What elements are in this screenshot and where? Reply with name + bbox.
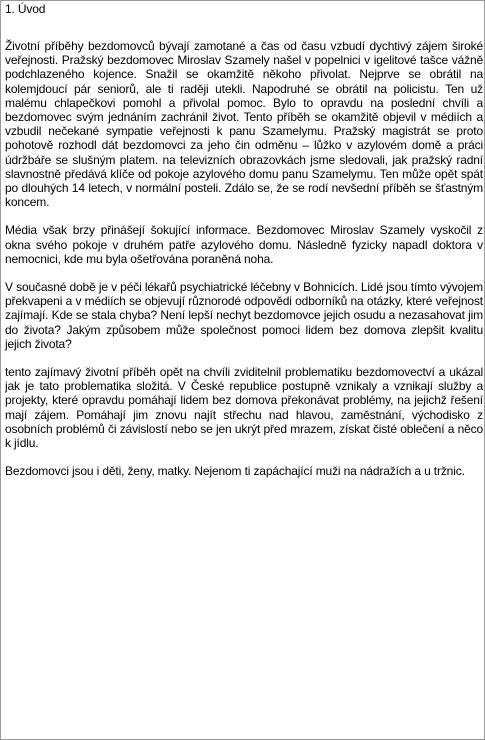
spacer — [5, 209, 483, 223]
spacer — [5, 351, 483, 365]
section-heading: 1. Úvod — [5, 2, 46, 16]
document-body — [5, 2, 483, 478]
paragraph-1: Životní příběhy bezdomovců bývají zamotané a čas od času vzbudí dychtivý zájem široké veřejnosti. Pražský bezdomovec Miroslav Szamely našel v popelnici v igelitové tašce vážně podchlazeného kojence. Snažil se okamžitě někoho přivolat. Nejprve se obrátil na kolemjdoucí pár seniorů, ale ti raději utekli. Napodruhé se obrátil na policistu. Ten už malému chlapečkovi pomohl a přivolal pomoc. Bylo to opravdu na poslední chvíli a bezdomovec svým jednáním zachránil život. Tento příběh se okamžitě objevil v médiích a vzbudil nečekané sympatie veřejnosti k panu Szamelymu. Pražský magistrát se proto pohotově rozhodl dát bezdomovci za jeho čin odměnu – lůžko v azylovém domě a práci údržbáře se slušným platem. na televizních obrazovkách jsme sledovali, jak pražský radní slavnostně předává klíče od pokoje azylového domu panu Szamelymu. Ten může opět spát po dlouhých 14 letech, v normální posteli. Zdálo se, že se rodí nevšední příběh se šťastným koncem. — [5, 39, 483, 210]
paragraph-3: V současné době je v péči lékařů psychiatrické léčebny v Bohnicích. Lidé jsou tímto vývojem překvapeni a v médiích se objevují různorodé odpovědi odborníků na otázky, které veřejnost zajímají. Kde se stala chyba? Není lepší nechyt bezdomovce jejich osudu a nezasahovat jim do života? Jakým způsobem může společnost pomoci lidem bez domova zlepšit kvalitu jejich života? — [5, 280, 483, 351]
spacer — [5, 266, 483, 280]
paragraph-2: Média však brzy přinášejí šokující informace. Bezdomovec Miroslav Szamely vyskočil z okna svého pokoje v druhém patře azylového domu. Následně fyzicky napadl doktora v nemocnici, kde mu byla ošetřována poraněná noha. — [5, 223, 483, 266]
paragraph-5: Bezdomovci jsou i děti, ženy, matky. Nejenom ti zapáchající muži na nádražích a u tržnic. — [5, 464, 465, 479]
paragraph-4: tento zajímavý životní příběh opět na chvíli zviditelnil problematiku bezdomovectví a ukázal jak je tato problematika složitá. V České republice postupně vznikaly a vznikají služby a projekty, které opravdu pomáhají lidem bez domova překonávat problémy, na jejichž řešení mají zájem. Pomáhají jim znovu najít střechu nad hlavou, zaměstnání, východisko z osobních problémů či závislostí nebo se jen ukrýt před mrazem, získat čisté oblečení a něco k jídlu. — [5, 365, 483, 451]
spacer — [5, 16, 483, 39]
spacer — [5, 450, 483, 464]
